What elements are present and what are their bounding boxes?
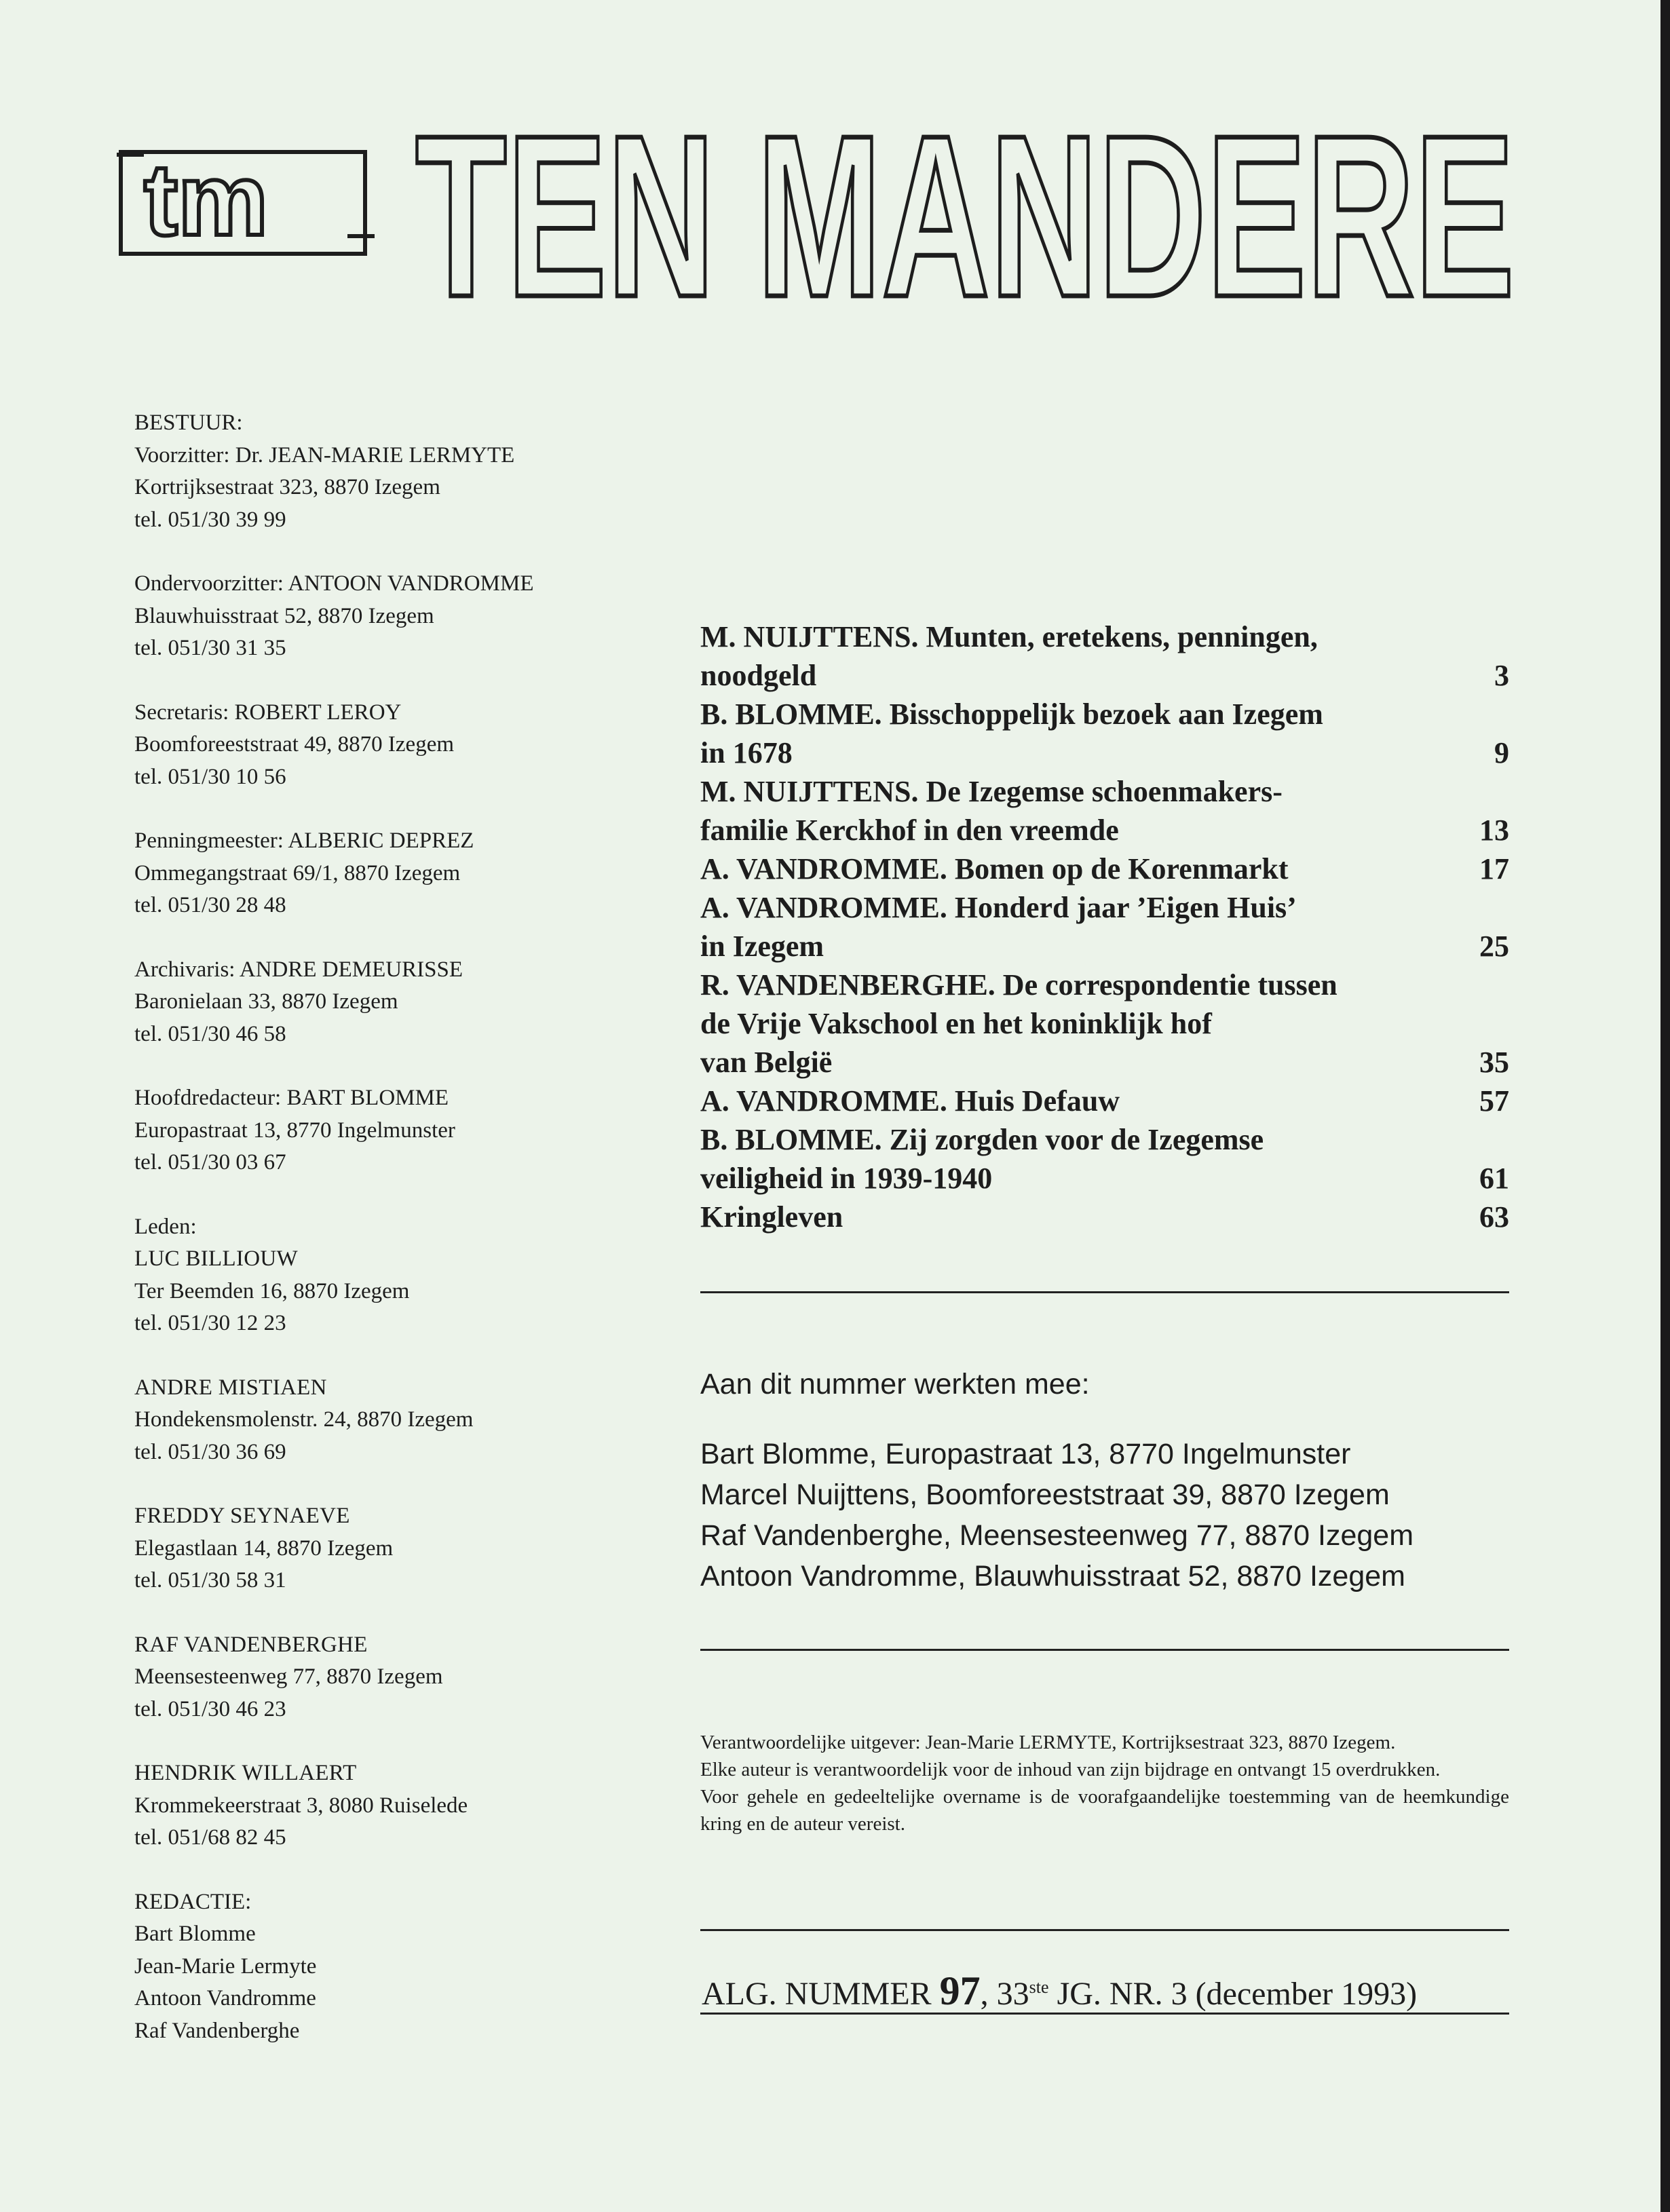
- toc-line: A. VANDROMME. Honderd jaar ’Eigen Huis’: [700, 891, 1297, 924]
- toc-line: R. VANDENBERGHE. De correspondentie tussen: [700, 968, 1337, 1002]
- divider: [700, 2013, 1509, 2015]
- issue-line: ALG. NUMMER 97, 33ste JG. NR. 3 (december 1993): [702, 1968, 1418, 2013]
- toc-line: de Vrije Vakschool en het koninklijk hof: [700, 1007, 1212, 1040]
- toc-line: A. VANDROMME. Bomen op de Korenmarkt: [700, 852, 1289, 885]
- toc-line: B. BLOMME. Zij zorgden voor de Izegemse: [700, 1123, 1264, 1156]
- leden-name: ANDRE MISTIAEN: [134, 1375, 327, 1400]
- leden-block-3: [134, 1629, 650, 1726]
- leden-address: Elegastlaan 14, 8870 Izegem: [134, 1536, 394, 1561]
- board-phone: tel. 051/30 10 56: [134, 764, 286, 789]
- redactie-member: Raf Vandenberghe: [134, 2018, 300, 2043]
- board-column: [134, 407, 650, 2079]
- toc-page-number: 57: [1479, 1084, 1509, 1118]
- leden-phone: tel. 051/30 46 23: [134, 1696, 286, 1721]
- toc-line: M. NUIJTTENS. Munten, eretekens, penningen,: [700, 620, 1318, 653]
- contributors-heading-block: [700, 1364, 1515, 1405]
- leden-phone: tel. 051/30 36 69: [134, 1439, 286, 1464]
- board-block-1: [134, 568, 650, 665]
- toc-line: van België: [700, 1046, 833, 1079]
- board-address: Ommegangstraat 69/1, 8870 Izegem: [134, 860, 461, 885]
- leden-address: Hondekensmolenstr. 24, 8870 Izegem: [134, 1407, 474, 1432]
- legal-line: Elke auteur is verantwoordelijk voor de inhoud van zijn bijdrage en ontvangt 15 overdrukken.: [700, 1759, 1441, 1780]
- board-role: Ondervoorzitter: ANTOON VANDROMME: [134, 571, 534, 596]
- toc-entry: [700, 1082, 1509, 1120]
- leden-block-0: [134, 1211, 650, 1340]
- toc-line: veiligheid in 1939-1940: [700, 1162, 993, 1195]
- toc-line: Kringleven: [700, 1200, 843, 1234]
- leden-name: FREDDY SEYNAEVE: [134, 1504, 350, 1528]
- contributors-list: [700, 1434, 1515, 1597]
- board-phone: tel. 051/30 03 67: [134, 1150, 286, 1175]
- toc-page-number: 61: [1479, 1162, 1509, 1195]
- issue-rest: JG. NR. 3 (december 1993): [1057, 1976, 1418, 2012]
- toc-page-number: 25: [1479, 930, 1509, 963]
- leden-heading: Leden:: [134, 1214, 197, 1239]
- toc-page-number: 3: [1494, 659, 1509, 692]
- board-phone: tel. 051/30 31 35: [134, 636, 286, 660]
- redactie-member: Jean-Marie Lermyte: [134, 1953, 317, 1979]
- leden-block-2: [134, 1500, 650, 1597]
- toc-entry: [700, 888, 1509, 966]
- toc-page-number: 17: [1479, 852, 1509, 885]
- toc-line: B. BLOMME. Bisschoppelijk bezoek aan Izegem: [700, 698, 1323, 731]
- board-role: Hoofdredacteur: BART BLOMME: [134, 1086, 449, 1110]
- toc-page-number: 63: [1479, 1200, 1509, 1234]
- leden-phone: tel. 051/30 12 23: [134, 1311, 286, 1335]
- leden-block-4: [134, 1757, 650, 1854]
- issue-year-number: 33: [996, 1976, 1029, 2012]
- board-block-4: [134, 954, 650, 1051]
- masthead: [117, 114, 1528, 318]
- table-of-contents: [700, 617, 1509, 1236]
- contributor: Marcel Nuijttens, Boomforeeststraat 39, 8870 Izegem: [700, 1479, 1390, 1511]
- toc-line: A. VANDROMME. Huis Defauw: [700, 1084, 1120, 1118]
- issue-number: 97: [939, 1968, 981, 2013]
- redactie-member: Antoon Vandromme: [134, 1986, 316, 2010]
- board-phone: tel. 051/30 28 48: [134, 893, 286, 917]
- toc-page-number: 9: [1494, 736, 1509, 769]
- board-phone: tel. 051/30 39 99: [134, 507, 286, 532]
- board-address: Boomforeeststraat 49, 8870 Izegem: [134, 732, 455, 757]
- board-address: Europastraat 13, 8770 Ingelmunster: [134, 1118, 455, 1143]
- contributor: Antoon Vandromme, Blauwhuisstraat 52, 8870 Izegem: [700, 1560, 1405, 1593]
- toc-line: M. NUIJTTENS. De Izegemse schoenmakers-: [700, 775, 1283, 808]
- leden-address: Meensesteenweg 77, 8870 Izegem: [134, 1664, 443, 1689]
- legal-line: Voor gehele en gedeeltelijke overname is de voorafgaandelijke toestemming van de heemkundige kring en de auteur vereist.: [700, 1786, 1509, 1835]
- masthead-title: [415, 114, 1528, 318]
- title-text: TEN MANDERE: [415, 114, 1515, 318]
- issue-prefix: ALG. NUMMER: [702, 1976, 932, 2012]
- tm-logo: [117, 134, 375, 256]
- board-role: Penningmeester: ALBERIC DEPREZ: [134, 828, 474, 853]
- contributor: Bart Blomme, Europastraat 13, 8770 Ingelmunster: [700, 1438, 1351, 1470]
- board-block-0: [134, 407, 650, 536]
- divider: [700, 1929, 1509, 1931]
- toc-entry: [700, 772, 1509, 850]
- leden-block-1: [134, 1372, 650, 1469]
- divider: [700, 1291, 1509, 1293]
- redactie-member: Bart Blomme: [134, 1922, 256, 1946]
- logo-text: tm: [144, 142, 269, 256]
- board-heading: BESTUUR:: [134, 411, 243, 435]
- toc-line: familie Kerckhof in den vreemde: [700, 814, 1119, 847]
- issue-year-suffix: ste: [1029, 1977, 1049, 1997]
- leden-name: HENDRIK WILLAERT: [134, 1761, 357, 1785]
- toc-entry: [700, 617, 1509, 695]
- board-block-3: [134, 825, 650, 922]
- toc-entry: [700, 695, 1509, 772]
- leden-phone: tel. 051/30 58 31: [134, 1568, 286, 1593]
- toc-line: noodgeld: [700, 659, 817, 692]
- leden-phone: tel. 051/68 82 45: [134, 1825, 286, 1850]
- toc-entry: [700, 1120, 1509, 1198]
- redactie-heading: REDACTIE:: [134, 1889, 252, 1914]
- board-address: Kortrijksestraat 323, 8870 Izegem: [134, 475, 440, 499]
- divider: [700, 1649, 1509, 1651]
- redactie-block: [134, 1886, 650, 2048]
- board-block-2: [134, 697, 650, 794]
- toc-line: in Izegem: [700, 930, 824, 963]
- board-address: Blauwhuisstraat 52, 8870 Izegem: [134, 603, 434, 628]
- board-address: Baronielaan 33, 8870 Izegem: [134, 989, 398, 1014]
- toc-entry: [700, 966, 1509, 1082]
- toc-page-number: 35: [1479, 1046, 1509, 1079]
- toc-entry: [700, 1198, 1509, 1236]
- leden-address: Krommekeerstraat 3, 8080 Ruiselede: [134, 1793, 468, 1818]
- page-edge: [1660, 0, 1670, 2212]
- leden-name: LUC BILLIOUW: [134, 1246, 298, 1271]
- leden-name: RAF VANDENBERGHE: [134, 1632, 368, 1657]
- board-role: Archivaris: ANDRE DEMEURISSE: [134, 957, 463, 982]
- board-block-5: [134, 1082, 650, 1179]
- legal-notice: [700, 1729, 1509, 1837]
- contributors-heading: Aan dit nummer werkten mee:: [700, 1368, 1090, 1400]
- toc-page-number: 13: [1479, 814, 1509, 847]
- leden-address: Ter Beemden 16, 8870 Izegem: [134, 1278, 410, 1303]
- legal-line: Verantwoordelijke uitgever: Jean-Marie LERMYTE, Kortrijksestraat 323, 8870 Izegem.: [700, 1732, 1396, 1753]
- toc-entry: [700, 850, 1509, 888]
- board-role: Secretaris: ROBERT LEROY: [134, 700, 402, 725]
- contributor: Raf Vandenberghe, Meensesteenweg 77, 8870 Izegem: [700, 1519, 1414, 1552]
- toc-line: in 1678: [700, 736, 793, 769]
- board-phone: tel. 051/30 46 58: [134, 1021, 286, 1046]
- board-role: Voorzitter: Dr. JEAN-MARIE LERMYTE: [134, 442, 515, 468]
